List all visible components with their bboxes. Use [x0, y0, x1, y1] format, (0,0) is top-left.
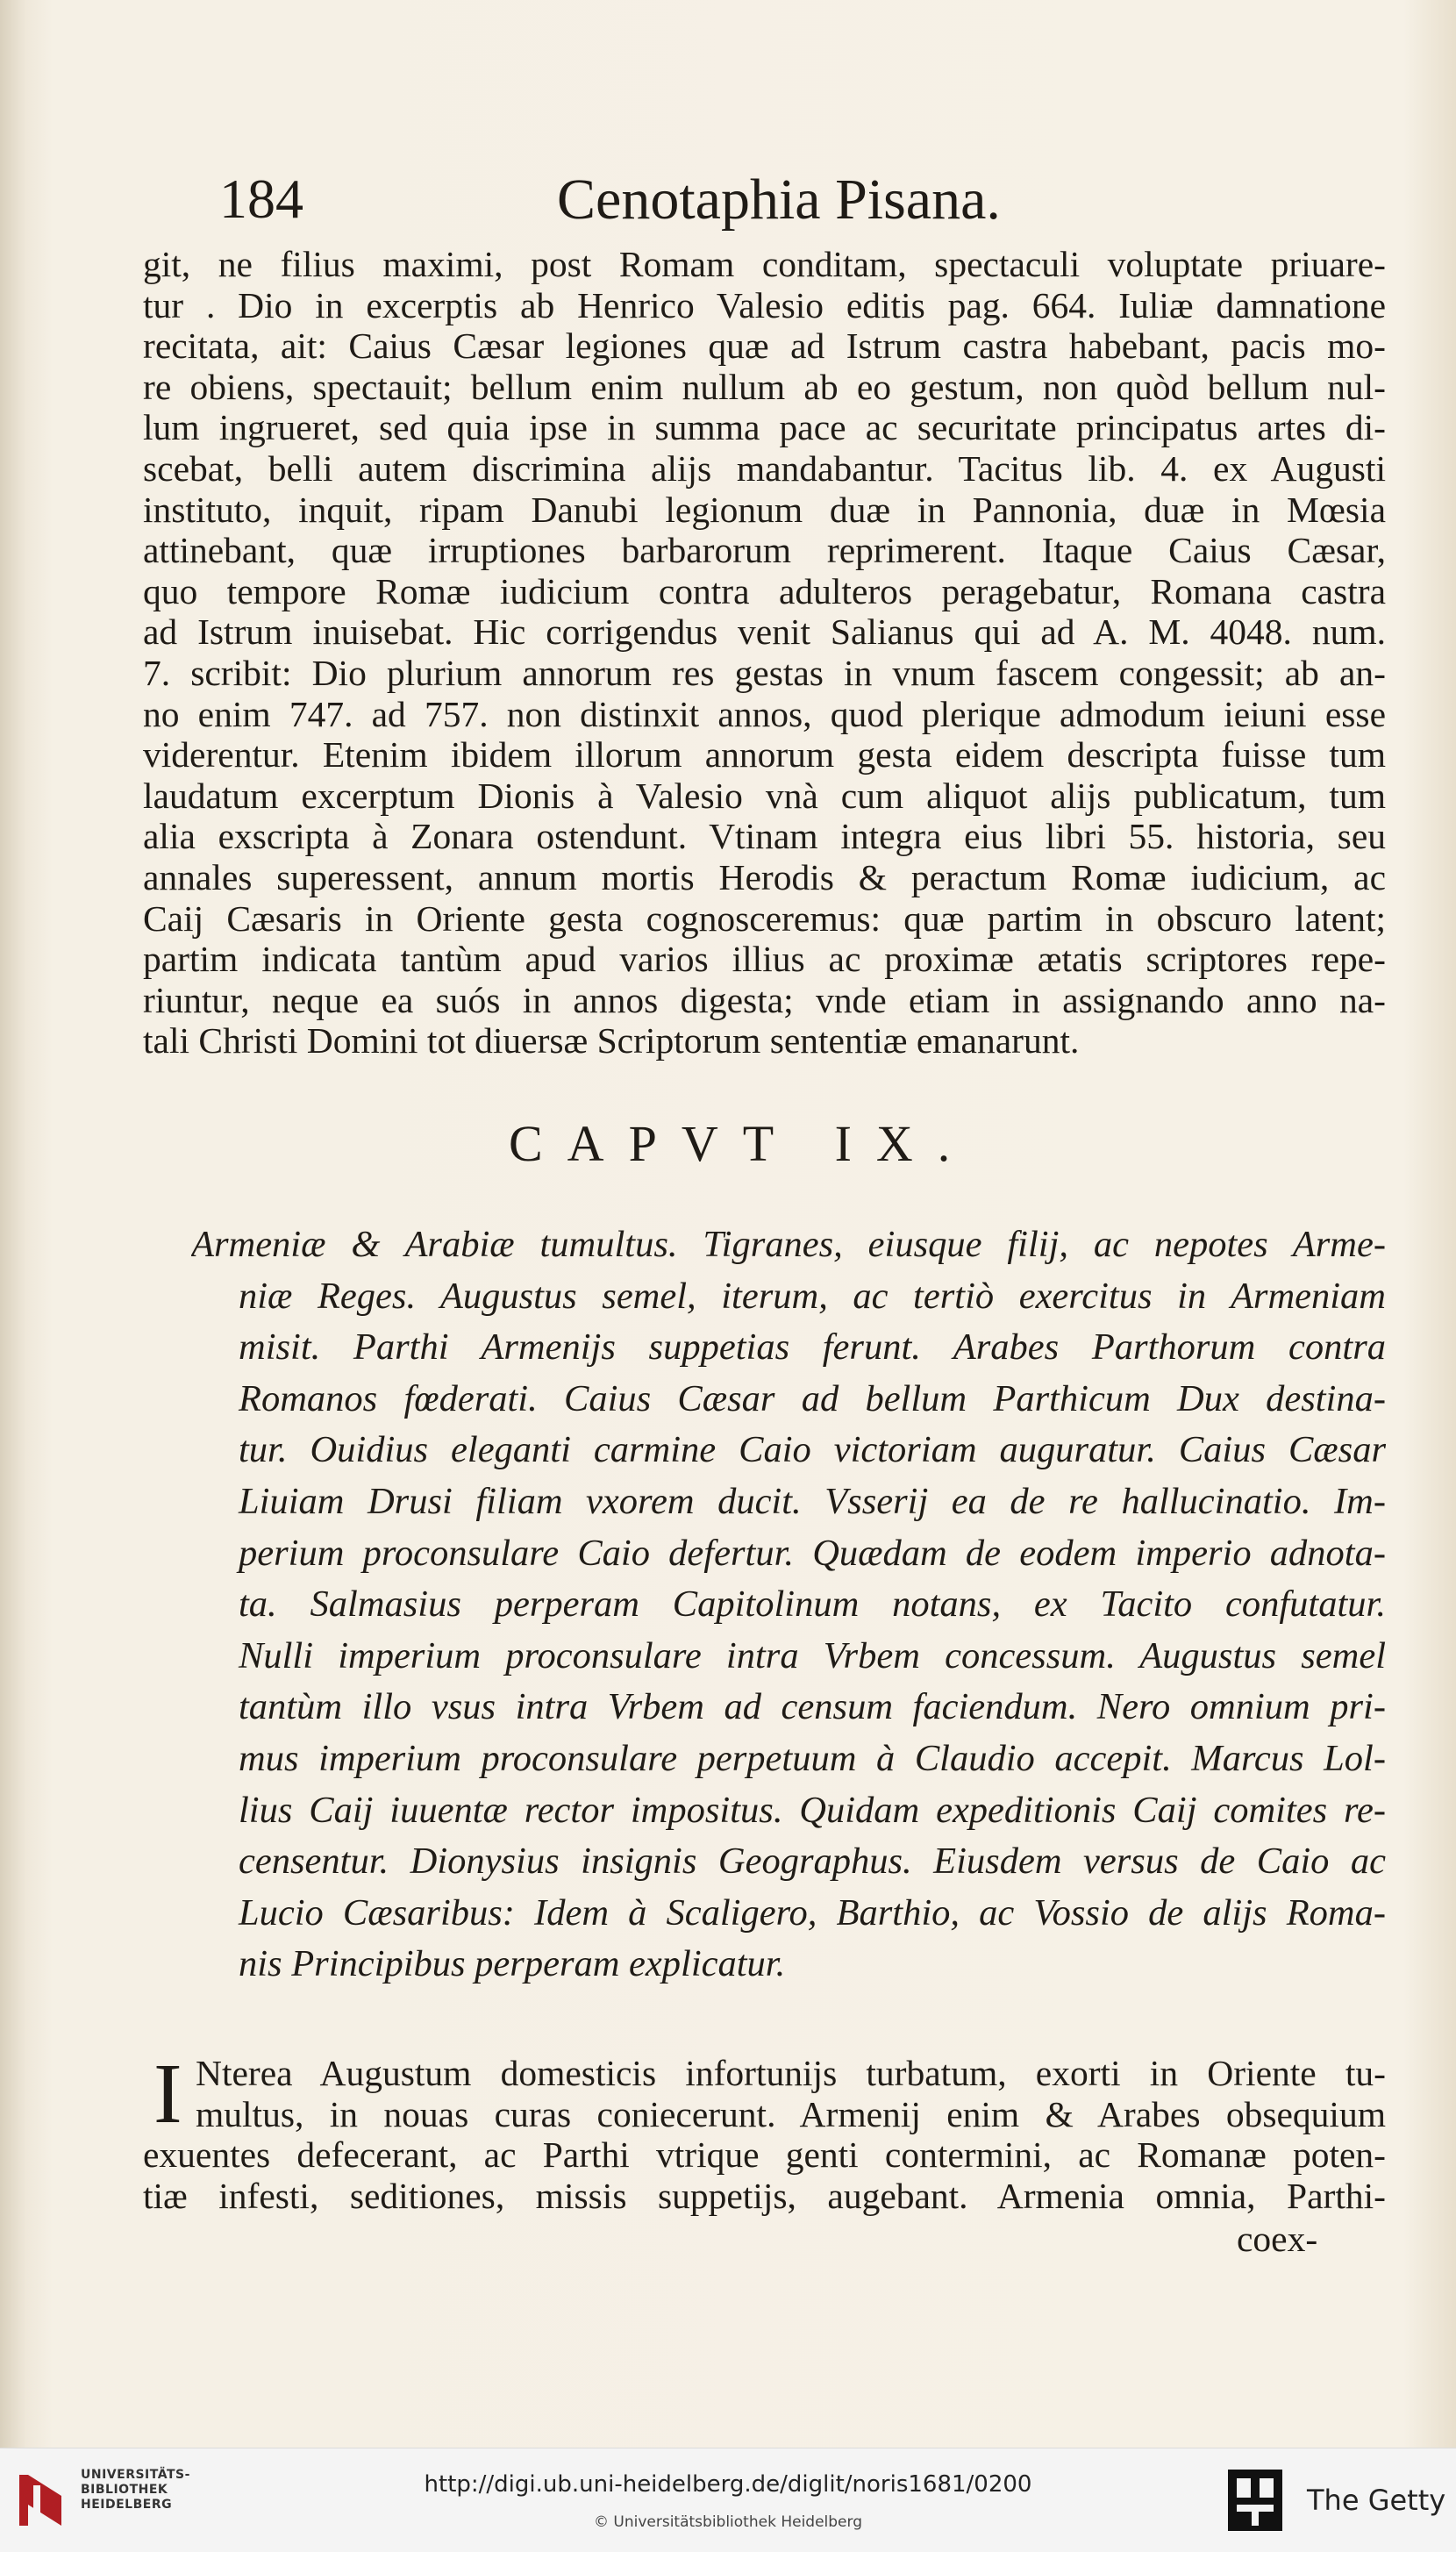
argument-line: Armeniæ & Arabiæ tumultus. Tigranes, eiusque filij, ac nepotes Arme- [191, 1224, 1386, 1265]
text-line: partim indicata tantùm apud varios illius ac proximæ ætatis scriptores repe- [143, 939, 1386, 980]
text-line: tiæ infesti, seditiones, missis suppetijs, augebant. Armenia omnia, Parthi- [143, 2175, 1386, 2216]
text-line: recitata, ait: Caius Cæsar legiones quæ ad Istrum castra habebant, pacis mo- [143, 325, 1386, 367]
text-line: re obiens, spectauit; bellum enim nullum ab eo gestum, non quòd bellum nul- [143, 366, 1386, 407]
body-paragraph [143, 244, 1386, 1062]
argument-line: Lucio Cæsaribus: Idem à Scaligero, Barthio, ac Vossio de alijs Roma- [239, 1891, 1386, 1934]
text-line: git, ne filius maximi, post Romam conditam, spectaculi voluptate priuare- [143, 244, 1386, 284]
page-number: 184 [219, 168, 303, 230]
text-line: riuntur, neque ea suós in annos digesta; vnde etiam in assignando anno na- [143, 979, 1386, 1020]
catchword: coex- [1237, 2219, 1318, 2259]
text-line: quo tempore Romæ iudicium contra adulteros peragebatur, Romana castra [143, 570, 1386, 611]
text-line: 7. scribit: Dio plurium annorum res gestas in vnum fascem congessit; ab an- [143, 652, 1386, 693]
getty-logo-icon [1224, 2466, 1286, 2534]
library-name: UNIVERSITÄTS- BIBLIOTHEK HEIDELBERG [81, 2468, 190, 2512]
text-line: instituto, inquit, ripam Danubi legionum duæ in Pannonia, duæ in Mœsia [143, 489, 1386, 530]
text-line: viderentur. Etenim ibidem illorum annorum gesta eidem descripta fuisse tum [143, 734, 1386, 776]
argument-line: Romanos fœderati. Caius Cæsar ad bellum Parthicum Dux destina- [239, 1377, 1386, 1419]
viewer-footer [0, 2448, 1456, 2552]
text-line: multus, in nouas curas coniecerunt. Armenij enim & Arabes obsequium [196, 2093, 1386, 2134]
text-line: attinebant, quæ irruptiones barbarorum reprimerent. Itaque Caius Cæsar, [143, 530, 1386, 571]
text-line: Nterea Augustum domesticis infortunijs turbatum, exorti in Oriente tu- [196, 2053, 1386, 2093]
text-line: tali Christi Domini tot diuersæ Scriptorum sententiæ emanarunt. [143, 1020, 1080, 1062]
argument-line: lius Caij iuuentæ rector impositus. Quidam expeditionis Caij comites re- [239, 1789, 1386, 1831]
argument-line: niæ Reges. Augustus semel, iterum, ac tertiò exercitus in Armeniam [239, 1275, 1386, 1317]
chapter-argument [191, 1219, 1386, 1991]
body-paragraph [143, 2047, 1386, 2216]
permalink-url[interactable]: http://digi.ub.uni-heidelberg.de/diglit/noris1681/0200 [424, 2471, 1032, 2498]
argument-line: tantùm illo vsus intra Vrbem ad censum faciendum. Nero omnium pri- [239, 1686, 1386, 1728]
text-line: tur . Dio in excerptis ab Henrico Valesio editis pag. 664. Iuliæ damnatione [143, 284, 1386, 325]
argument-line: misit. Parthi Armenijs suppetias ferunt. Arabes Parthorum contra [239, 1326, 1386, 1369]
page-header [219, 167, 1386, 232]
text-line: no enim 747. ad 757. non distinxit annos, quod plerique admodum ieiuni esse [143, 693, 1386, 734]
running-title: Cenotaphia Pisana. [557, 168, 1001, 232]
argument-line: Nulli imperium proconsulare intra Vrbem concessum. Augustus semel [239, 1634, 1386, 1676]
text-line: scebat, belli autem discrimina alijs mandabantur. Tacitus lib. 4. ex Augusti [143, 447, 1386, 489]
drop-capital: I [153, 2047, 182, 2141]
copyright-notice: © Universitätsbibliothek Heidelberg [593, 2513, 862, 2531]
text-line: laudatum excerptum Dionis à Valesio vnà cum aliquot alijs publicatum, tum [143, 775, 1386, 816]
chapter-heading: CAPVT IX. [509, 1115, 975, 1172]
argument-line: Liuiam Drusi filiam vxorem ducit. Vsserij ea de re hallucinatio. Im- [239, 1480, 1386, 1522]
argument-line: mus imperium proconsulare perpetuum à Claudio accepit. Marcus Lol- [239, 1737, 1386, 1779]
argument-line: nis Principibus perperam explicatur. [239, 1943, 786, 1985]
argument-line: ta. Salmasius perperam Capitolinum notans, ex Tacito confutatur. [239, 1583, 1386, 1626]
text-line: lum ingrueret, sed quia ipse in summa pace ac securitate principatus artes di- [143, 407, 1386, 448]
text-line: ad Istrum inuisebat. Hic corrigendus venit Salianus qui ad A. M. 4048. num. [143, 611, 1386, 653]
text-line: annales superessent, annum mortis Herodis & peractum Romæ iudicium, ac [143, 856, 1386, 897]
argument-line: censentur. Dionysius insignis Geographus. Eiusdem versus de Caio ac [239, 1841, 1386, 1883]
argument-line: tur. Ouidius eleganti carmine Caio victoriam auguratur. Caius Cæsar [239, 1429, 1386, 1471]
partner-name: The Getty [1307, 2484, 1446, 2517]
text-line: alia exscripta à Zonara ostendunt. Vtinam integra eius libri 55. historia, seu [143, 816, 1386, 857]
text-line: exuentes defecerant, ac Parthi vtrique genti contermini, ac Romanæ poten- [143, 2134, 1386, 2176]
argument-line: perium proconsulare Caio defertur. Quædam de eodem imperio adnota- [239, 1532, 1386, 1574]
text-line: Caij Cæsaris in Oriente gesta cognosceremus: quæ partim in obscuro latent; [143, 897, 1386, 939]
